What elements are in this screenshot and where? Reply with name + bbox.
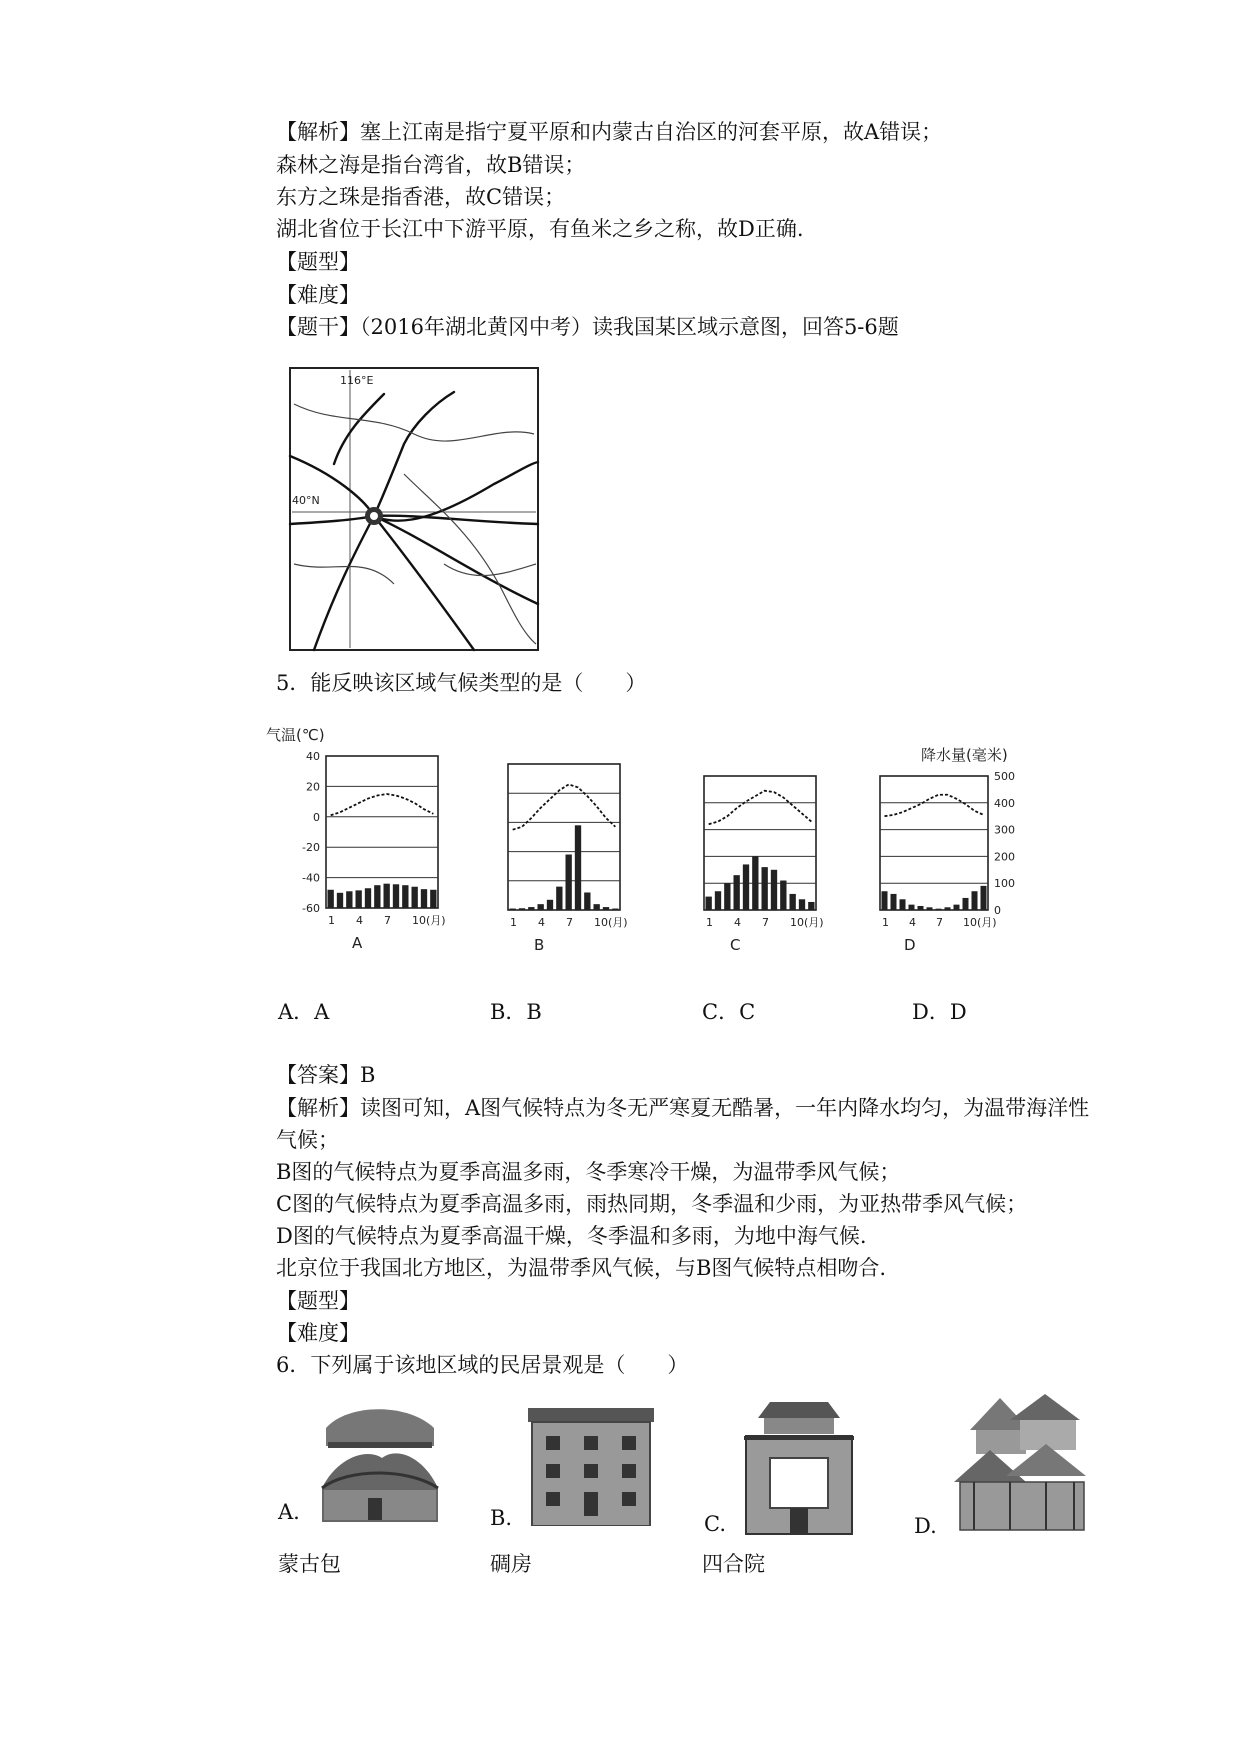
courtyard-image — [740, 1398, 858, 1536]
month-tick-label: 4 — [734, 916, 741, 929]
temp-tick-label: 40 — [306, 750, 320, 763]
precip-bar — [790, 894, 796, 910]
precip-bar — [538, 904, 544, 910]
difficulty-label: 【难度】 — [276, 283, 360, 307]
month-tick-label: 1 — [510, 916, 517, 929]
precip-tick-label: 200 — [994, 850, 1015, 864]
precip-bar — [891, 894, 897, 910]
precip-bar — [356, 890, 362, 908]
stilt-house-image — [950, 1390, 1090, 1536]
month-tick-label: 10(月) — [963, 916, 997, 929]
month-tick-label: 1 — [706, 916, 713, 929]
precip-bar — [743, 864, 749, 910]
climate-charts — [266, 720, 1066, 970]
precip-bar — [510, 909, 516, 910]
chart-letter: A — [352, 934, 363, 952]
precip-tick-label: 0 — [994, 904, 1001, 917]
chart-letter: D — [904, 936, 916, 954]
precip-bar — [963, 898, 969, 910]
chart-frame — [326, 756, 438, 908]
temp-axis-title: 气温(℃) — [266, 726, 325, 744]
precip-bar — [771, 870, 777, 910]
analysis-line: C图的气候特点为夏季高温多雨，雨热同期，冬季温和少雨，为亚热带季风气候； — [276, 1192, 1028, 1216]
precip-bar — [762, 867, 768, 910]
month-tick-label: 10(月) — [790, 916, 824, 929]
month-tick-label: 7 — [936, 916, 943, 929]
option-c-letter[interactable]: C. — [704, 1512, 726, 1536]
precip-bar — [346, 891, 352, 908]
region-map — [274, 364, 544, 654]
analysis-line: D图的气候特点为夏季高温干燥，冬季温和多雨，为地中海气候. — [276, 1224, 867, 1248]
precip-bar — [374, 885, 380, 908]
precip-axis-title: 降水量(毫米) — [921, 746, 1008, 764]
analysis-line: 森林之海是指台湾省，故B错误； — [276, 153, 586, 177]
blockhouse-image — [522, 1402, 660, 1526]
precip-bar — [900, 899, 906, 910]
analysis-line: 北京位于我国北方地区，为温带季风气候，与B图气候特点相吻合. — [276, 1256, 887, 1280]
question-stem: 【题干】（2016年湖北黄冈中考）读我国某区域示意图，回答5-6题 — [276, 315, 899, 339]
precip-bar — [384, 884, 390, 908]
month-tick-label: 1 — [882, 916, 889, 929]
precip-bar — [421, 889, 427, 908]
latitude-label: 40°N — [292, 494, 320, 507]
precip-bar — [981, 886, 987, 910]
precip-bar — [566, 855, 572, 910]
precip-tick-label: 300 — [994, 823, 1015, 837]
precip-bar — [799, 899, 805, 910]
precip-bar — [528, 907, 534, 910]
precip-bar — [734, 875, 740, 910]
chart-frame — [704, 776, 816, 910]
precip-bar — [430, 890, 436, 908]
month-tick-label: 7 — [384, 914, 391, 927]
answer: 【答案】B — [276, 1063, 376, 1087]
difficulty-label: 【难度】 — [276, 1321, 360, 1345]
temp-tick-label: -60 — [302, 902, 320, 915]
precip-bar — [882, 891, 888, 910]
precip-bar — [780, 881, 786, 910]
chart-frame — [880, 776, 988, 910]
question-6: 6．下列属于该地区域的民居景观是（ ） — [276, 1353, 689, 1377]
type-label: 【题型】 — [276, 250, 360, 274]
precip-tick-label: 500 — [994, 770, 1015, 783]
option-d[interactable]: D．D — [912, 1000, 967, 1024]
precip-bar — [706, 897, 712, 910]
precip-bar — [603, 907, 609, 910]
type-label: 【题型】 — [276, 1289, 360, 1313]
precip-bar — [547, 900, 553, 910]
precip-bar — [954, 905, 960, 910]
option-b[interactable]: B．B — [490, 1000, 542, 1024]
precip-bar — [909, 905, 915, 910]
question-5: 5．能反映该区域气候类型的是（ ） — [276, 671, 647, 695]
analysis-line: 湖北省位于长江中下游平原，有鱼米之乡之称，故D正确. — [276, 217, 804, 241]
yurt-image — [318, 1398, 440, 1524]
precip-bar — [724, 883, 730, 910]
precip-bar — [402, 885, 408, 908]
precip-bar — [972, 891, 978, 910]
option-b-letter[interactable]: B. — [490, 1506, 513, 1530]
option-a[interactable]: A．A — [278, 1000, 330, 1024]
caption-yurt: 蒙古包 — [278, 1552, 341, 1576]
precip-bar — [715, 891, 721, 910]
month-tick-label: 4 — [909, 916, 916, 929]
analysis-line: 【解析】读图可知，A图气候特点为冬无严寒夏无酷暑，一年内降水均匀，为温带海洋性 — [276, 1096, 1090, 1120]
month-tick-label: 4 — [538, 916, 545, 929]
precip-bar — [575, 825, 581, 910]
precip-tick-label: 100 — [994, 877, 1015, 891]
precip-bar — [918, 906, 924, 910]
month-tick-label: 7 — [762, 916, 769, 929]
chart-letter: C — [730, 936, 741, 954]
precip-bar — [936, 909, 942, 910]
option-d-letter[interactable]: D. — [914, 1514, 937, 1538]
precip-tick-label: 400 — [994, 796, 1015, 810]
precip-bar — [752, 856, 758, 910]
precip-bar — [412, 887, 418, 908]
precip-bar — [337, 893, 343, 908]
precip-bar — [328, 890, 334, 908]
precip-bar — [393, 884, 399, 908]
precip-bar — [612, 909, 618, 910]
analysis-line: 气候； — [276, 1128, 339, 1152]
option-a-letter[interactable]: A. — [278, 1500, 300, 1524]
month-tick-label: 7 — [566, 916, 573, 929]
precip-bar — [945, 907, 951, 910]
precip-bar — [808, 902, 814, 910]
month-tick-label: 1 — [328, 914, 335, 927]
precip-bar — [556, 887, 562, 910]
analysis-line: 东方之珠是指香港，故C错误； — [276, 185, 566, 209]
temp-tick-label: -40 — [302, 871, 320, 885]
precip-bar — [584, 892, 590, 910]
month-tick-label: 10(月) — [594, 916, 628, 929]
caption-courtyard: 四合院 — [702, 1552, 765, 1576]
analysis-line: B图的气候特点为夏季高温多雨，冬季寒冷干燥，为温带季风气候； — [276, 1160, 901, 1184]
precip-bar — [927, 907, 933, 910]
temp-tick-label: 0 — [313, 810, 320, 824]
longitude-label: 116°E — [340, 374, 374, 387]
temp-tick-label: 20 — [306, 780, 320, 794]
option-c[interactable]: C．C — [702, 1000, 756, 1024]
precip-bar — [365, 888, 371, 908]
precip-bar — [519, 908, 525, 910]
precip-bar — [594, 904, 600, 910]
chart-letter: B — [534, 936, 545, 954]
caption-blockhouse: 碉房 — [490, 1552, 532, 1576]
temp-tick-label: -20 — [302, 841, 320, 855]
month-tick-label: 10(月) — [412, 914, 446, 927]
analysis-line: 【解析】塞上江南是指宁夏平原和内蒙古自治区的河套平原，故A错误； — [276, 120, 943, 144]
chart-frame — [508, 764, 620, 910]
month-tick-label: 4 — [356, 914, 363, 927]
